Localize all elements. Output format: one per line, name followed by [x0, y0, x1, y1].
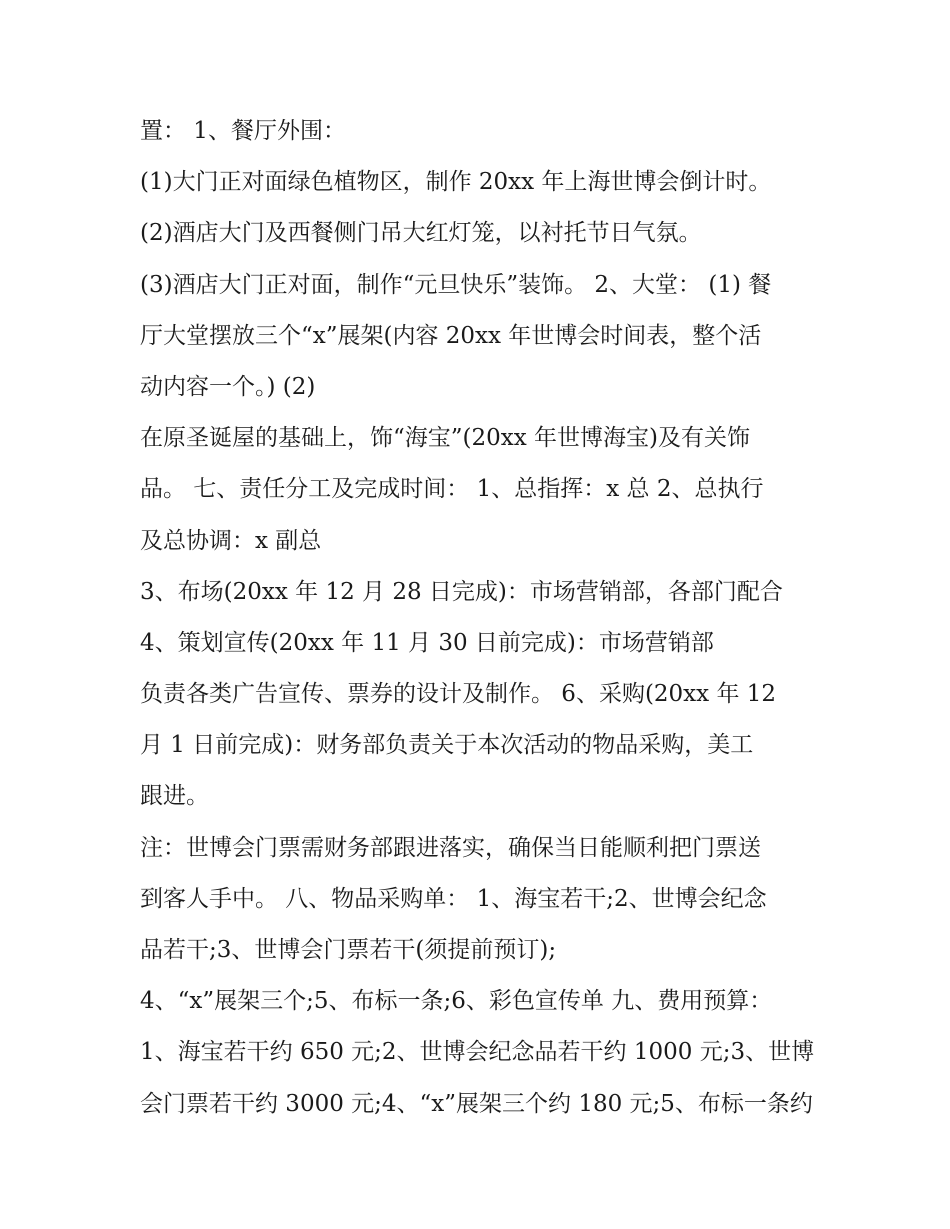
text-line: 动内容一个。) (2) [140, 373, 316, 400]
text-line: (2)酒店大门及西餐侧门吊大红灯笼，以衬托节日气氛。 [140, 220, 702, 247]
text-line: 负责各类广告宣传、票券的设计及制作。 6、采购(20xx 年 12 [140, 681, 777, 708]
text-line: 3、布场(20xx 年 12 月 28 日完成)：市场营销部，各部门配合 [140, 578, 783, 605]
text-line: 1、海宝若干约 650 元;2、世博会纪念品若干约 1000 元;3、世博 [140, 1039, 815, 1066]
text-line: 品。 七、责任分工及完成时间： 1、总指挥：x 总 2、总执行 [140, 476, 764, 503]
text-line: 4、“x”展架三个;5、布标一条;6、彩色宣传单 九、费用预算： [140, 988, 773, 1015]
text-line: 厅大堂摆放三个“x”展架(内容 20xx 年世博会时间表，整个活 [140, 322, 762, 349]
text-line: 在原圣诞屋的基础上，饰“海宝”(20xx 年世博海宝)及有关饰 [140, 425, 750, 452]
text-line: 置： 1、餐厅外围： [140, 118, 346, 144]
text-line: 会门票若干约 3000 元;4、“x”展架三个约 180 元;5、布标一条约 [140, 1090, 813, 1117]
text-line: (1)大门正对面绿色植物区，制作 20xx 年上海世博会倒计时。 [140, 169, 772, 196]
document-body [140, 106, 830, 1130]
text-line: 注：世博会门票需财务部跟进落实，确保当日能顺利把门票送 [140, 834, 761, 861]
text-line: (3)酒店大门正对面，制作“元旦快乐”装饰。 2、大堂： (1) 餐 [140, 271, 772, 298]
text-line: 及总协调：x 副总 [140, 527, 322, 554]
text-line: 品若干;3、世博会门票若干(须提前预订); [140, 937, 557, 963]
text-line: 跟进。 [140, 783, 209, 810]
text-line: 到客人手中。 八、物品采购单： 1、海宝若干;2、世博会纪念 [140, 885, 767, 912]
text-line: 月 1 日前完成)：财务部负责关于本次活动的物品采购，美工 [140, 732, 754, 759]
text-line: 4、策划宣传(20xx 年 11 月 30 日前完成)：市场营销部 [140, 629, 714, 656]
